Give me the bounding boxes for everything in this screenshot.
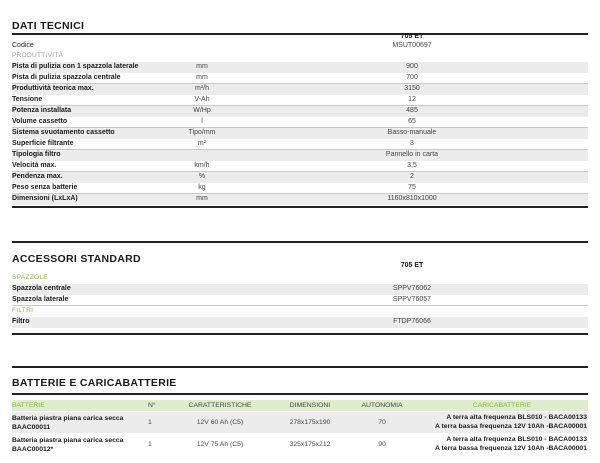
spec-row — [12, 161, 588, 172]
spec-row — [12, 139, 588, 150]
spec-value: 3150 — [404, 85, 420, 92]
spec-value: Pannello in carta — [385, 151, 439, 158]
spec-unit: mm — [196, 195, 208, 202]
batterie-header-row — [12, 400, 588, 411]
batterie-rule — [12, 393, 588, 395]
spec-value: 485 — [406, 107, 418, 114]
spec-value: Basso-manuale — [387, 129, 437, 136]
spec-label: Peso senza batterie — [12, 184, 78, 191]
spec-row — [12, 183, 588, 194]
spec-value: 700 — [406, 74, 418, 81]
battery-chargers — [417, 436, 587, 453]
spec-unit: Tipo/mm — [188, 129, 216, 136]
battery-qty: 1 — [148, 441, 152, 448]
spec-row — [12, 62, 588, 73]
spec-unit: m²/h — [195, 85, 209, 92]
accessori-title: ACCESSORI STANDARD — [12, 253, 141, 265]
battery-dimensions: 278x175x190 — [289, 419, 331, 426]
accessory-row — [12, 317, 588, 328]
header-dimensioni: DIMENSIONI — [289, 402, 331, 409]
spec-label: Potenza installata — [12, 107, 72, 114]
spec-value: 3 — [410, 140, 414, 147]
spec-row — [12, 194, 588, 205]
spec-label: Superficie filtrante — [12, 140, 74, 147]
spec-row — [12, 106, 588, 117]
spec-unit: % — [198, 173, 206, 180]
battery-description: Batteria piastra piana carica secca — [12, 437, 124, 444]
spec-label: Tipologia filtro — [12, 151, 61, 158]
dati-tecnici-rule — [12, 33, 588, 35]
battery-code: BAAC00011 — [12, 424, 51, 431]
spec-row — [12, 150, 588, 161]
spec-unit: V-Ah — [194, 96, 210, 103]
spec-label: Produttività teorica max. — [12, 85, 94, 92]
spec-unit: mm — [196, 74, 208, 81]
accessory-label: Filtro — [12, 318, 30, 325]
accessori-section — [12, 240, 588, 340]
battery-name — [12, 414, 147, 432]
spec-unit: l — [201, 118, 203, 125]
battery-autonomy: 70 — [378, 419, 386, 426]
codice-value: MSUT00697 — [392, 42, 432, 49]
spec-unit: km/h — [194, 162, 210, 169]
spec-row — [12, 73, 588, 84]
produttivita-header: PRODUTTIVITÀ — [12, 52, 64, 59]
battery-autonomy: 90 — [378, 441, 386, 448]
battery-qty: 1 — [148, 419, 152, 426]
spec-label: Pendenza max. — [12, 173, 63, 180]
charger-high-freq: A terra alta frequenza BLS010 - BACA00133 — [446, 436, 587, 443]
batterie-top-rule — [12, 366, 588, 368]
battery-code: BAAC00012* — [12, 446, 54, 453]
accessory-code: SPPV76057 — [392, 296, 432, 303]
spec-label: Velocità max. — [12, 162, 57, 169]
spec-value: 75 — [408, 184, 416, 191]
spec-label: Sistema svuotamento cassetto — [12, 129, 115, 136]
dati-tecnici-bottom-rule — [12, 206, 588, 208]
charger-high-freq: A terra alta frequenza BLS010 - BACA00133 — [446, 414, 587, 421]
battery-specs: 12V 60 Ah (C5) — [196, 419, 244, 426]
spec-value: 65 — [408, 118, 416, 125]
accessory-row — [12, 295, 588, 306]
dati-tecnici-model: 705 ET — [400, 33, 424, 40]
spazzole-group: SPAZZOLE — [12, 274, 48, 281]
spec-row — [12, 128, 588, 139]
spec-label: Dimensioni (LxLxA) — [12, 195, 78, 202]
spec-label: Tensione — [12, 96, 43, 103]
spec-value: 12 — [408, 96, 416, 103]
produttivita-header-row — [12, 51, 588, 62]
accessory-code: SPPV76062 — [392, 285, 432, 292]
spec-unit: mm — [196, 63, 208, 70]
dati-tecnici-section — [12, 0, 588, 215]
spec-value: 2 — [410, 173, 414, 180]
spec-row — [12, 172, 588, 183]
spec-row — [12, 95, 588, 106]
battery-specs: 12V 75 Ah (C5) — [196, 441, 244, 448]
battery-dimensions: 325x175x212 — [289, 441, 331, 448]
accessori-model: 705 ET — [400, 262, 424, 269]
header-batterie: BATTERIE — [12, 402, 45, 409]
battery-description: Batteria piastra piana carica secca — [12, 415, 124, 422]
dati-tecnici-title: DATI TECNICI — [12, 20, 85, 32]
accessory-label: Spazzola centrale — [12, 285, 71, 292]
accessory-code: FTDP76066 — [393, 318, 431, 325]
battery-row — [12, 412, 588, 433]
accessory-row — [12, 284, 588, 295]
spec-label: Volume cassetto — [12, 118, 68, 125]
accessory-label: Spazzola laterale — [12, 296, 69, 303]
group-row — [12, 273, 588, 284]
batterie-section — [12, 365, 588, 463]
spec-label: Pista di pulizia con 1 spazzola laterale — [12, 63, 139, 70]
spec-unit: m² — [197, 140, 207, 147]
accessori-rule — [12, 241, 588, 243]
charger-low-freq: A terra bassa frequenza 12V 10Ah -BACA00001 — [435, 422, 587, 430]
accessori-bottom-rule — [12, 333, 588, 335]
header-autonomia: AUTONOMIA — [361, 402, 403, 409]
battery-row — [12, 434, 588, 455]
header-caricabatterie: CARICABATTERIE — [472, 402, 532, 409]
spec-label: Pista di pulizia spazzola centrale — [12, 74, 121, 81]
battery-name — [12, 436, 147, 454]
spec-value: 3,5 — [407, 162, 417, 169]
battery-chargers — [417, 414, 587, 431]
group-row — [12, 306, 588, 317]
spec-row — [12, 84, 588, 95]
spec-unit: W/Hp — [193, 107, 211, 114]
spec-unit: kg — [198, 184, 206, 191]
header-n: N° — [148, 402, 156, 409]
spec-row — [12, 117, 588, 128]
spec-value: 1160x810x1000 — [387, 195, 437, 202]
charger-low-freq: A terra bassa frequenza 12V 10Ah -BACA00001 — [435, 444, 587, 452]
codice-label: Codice — [12, 42, 34, 49]
spec-value: 900 — [406, 63, 418, 70]
header-caratteristiche: CARATTERISTICHE — [188, 402, 252, 409]
batterie-title: BATTERIE E CARICABATTERIE — [12, 377, 177, 389]
filtri-group: FILTRI — [12, 307, 34, 314]
